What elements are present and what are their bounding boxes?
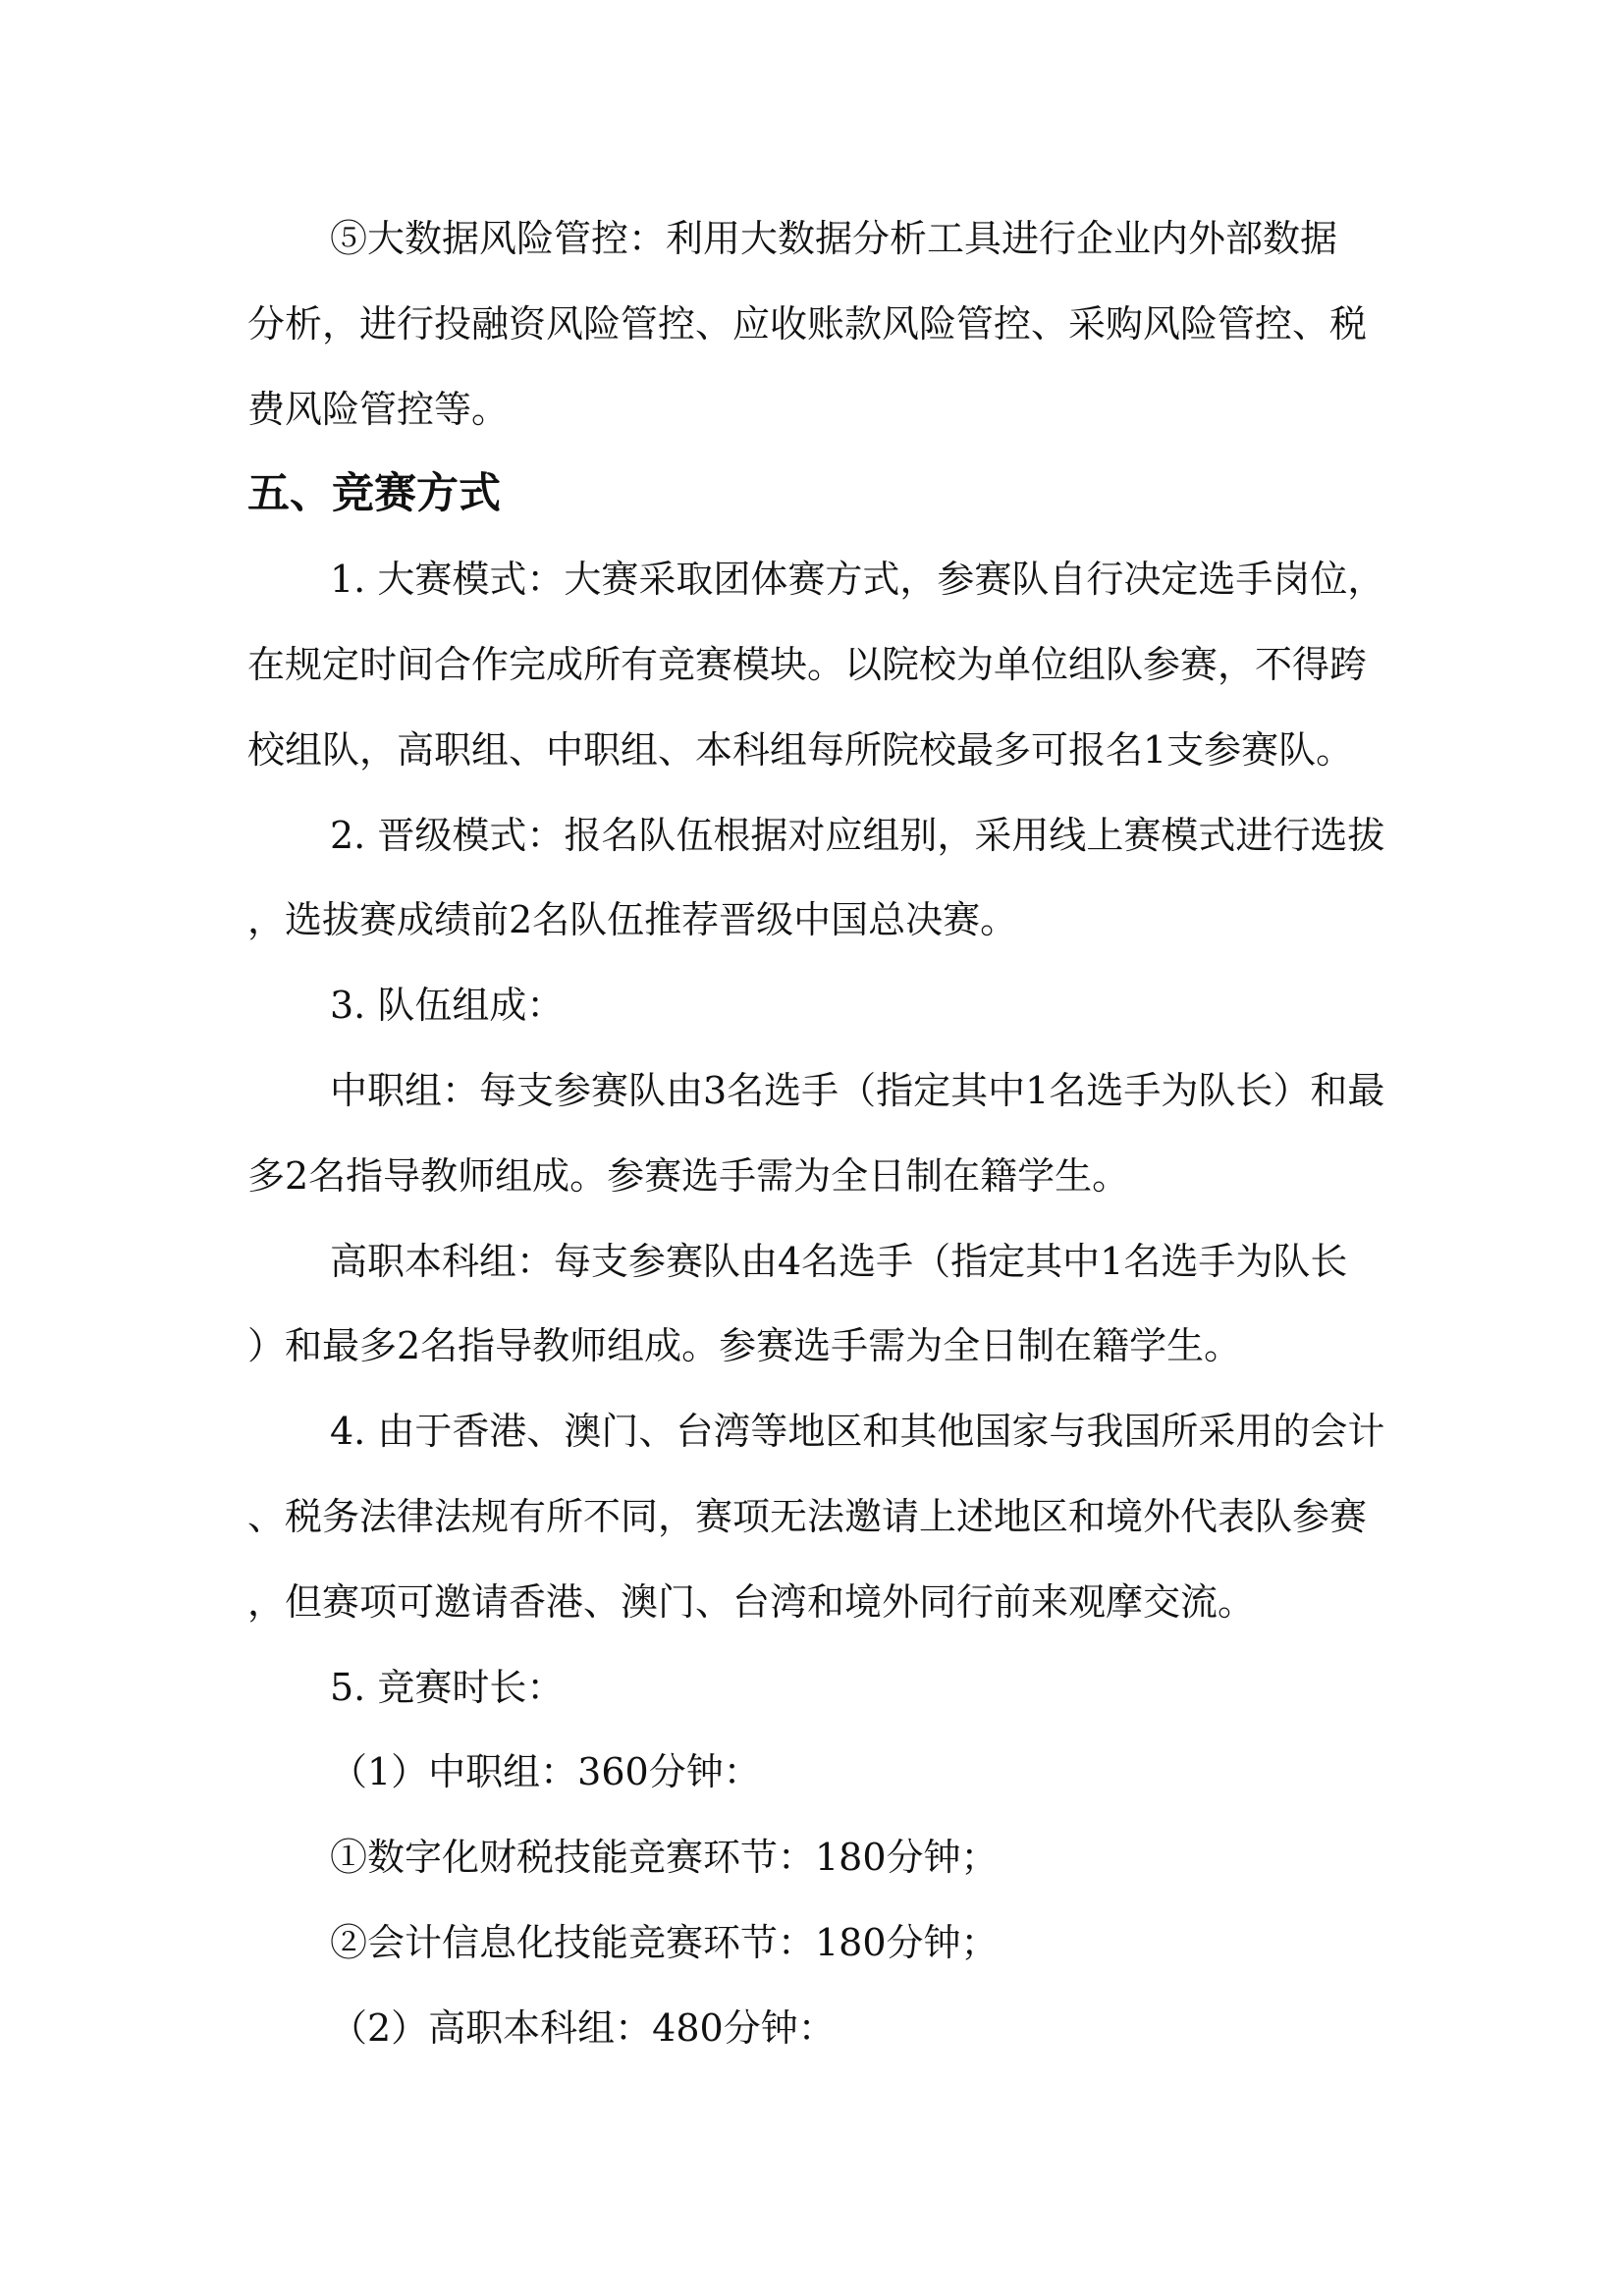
paragraph-line: ⑤大数据风险管控：利用大数据分析工具进行企业内外部数据 (330, 217, 1338, 260)
paragraph-line: （1）中职组：360分钟： (330, 1750, 761, 1793)
paragraph-line: 分析，进行投融资风险管控、应收账款风险管控、采购风险管控、税 (247, 302, 1368, 346)
paragraph-line: 2. 晋级模式：报名队伍根据对应组别，采用线上赛模式进行选拔 (330, 814, 1385, 857)
paragraph-line: 中职组：每支参赛队由3名选手（指定其中1名选手为队长）和最 (330, 1069, 1385, 1112)
paragraph-line: 费风险管控等。 (247, 388, 510, 431)
paragraph-line: 3. 队伍组成： (330, 984, 565, 1027)
section-heading: 五、竞赛方式 (247, 469, 501, 518)
paragraph-line: ①数字化财税技能竞赛环节：180分钟； (330, 1836, 999, 1879)
paragraph-line: 5. 竞赛时长： (330, 1666, 565, 1709)
paragraph-line: ②会计信息化技能竞赛环节：180分钟； (330, 1921, 999, 1964)
paragraph-line: ）和最多2名指导教师组成。参赛选手需为全日制在籍学生。 (247, 1324, 1242, 1367)
paragraph-line: ，选拔赛成绩前2名队伍推荐晋级中国总决赛。 (247, 898, 1018, 941)
paragraph-line: ，但赛项可邀请香港、澳门、台湾和境外同行前来观摩交流。 (247, 1580, 1256, 1624)
paragraph-line: 多2名指导教师组成。参赛选手需为全日制在籍学生。 (247, 1154, 1130, 1198)
paragraph-line: 、税务法律法规有所不同，赛项无法邀请上述地区和境外代表队参赛 (247, 1495, 1368, 1538)
paragraph-line: 4. 由于香港、澳门、台湾等地区和其他国家与我国所采用的会计 (330, 1410, 1385, 1453)
paragraph-line: 在规定时间合作完成所有竞赛模块。以院校为单位组队参赛，不得跨 (247, 643, 1368, 686)
paragraph-line: 高职本科组：每支参赛队由4名选手（指定其中1名选手为队长 (330, 1240, 1348, 1283)
paragraph-line: 1. 大赛模式：大赛采取团体赛方式，参赛队自行决定选手岗位， (330, 558, 1385, 601)
paragraph-line: 校组队，高职组、中职组、本科组每所院校最多可报名1支参赛队。 (247, 728, 1354, 772)
paragraph-line: （2）高职本科组：480分钟： (330, 2006, 836, 2050)
